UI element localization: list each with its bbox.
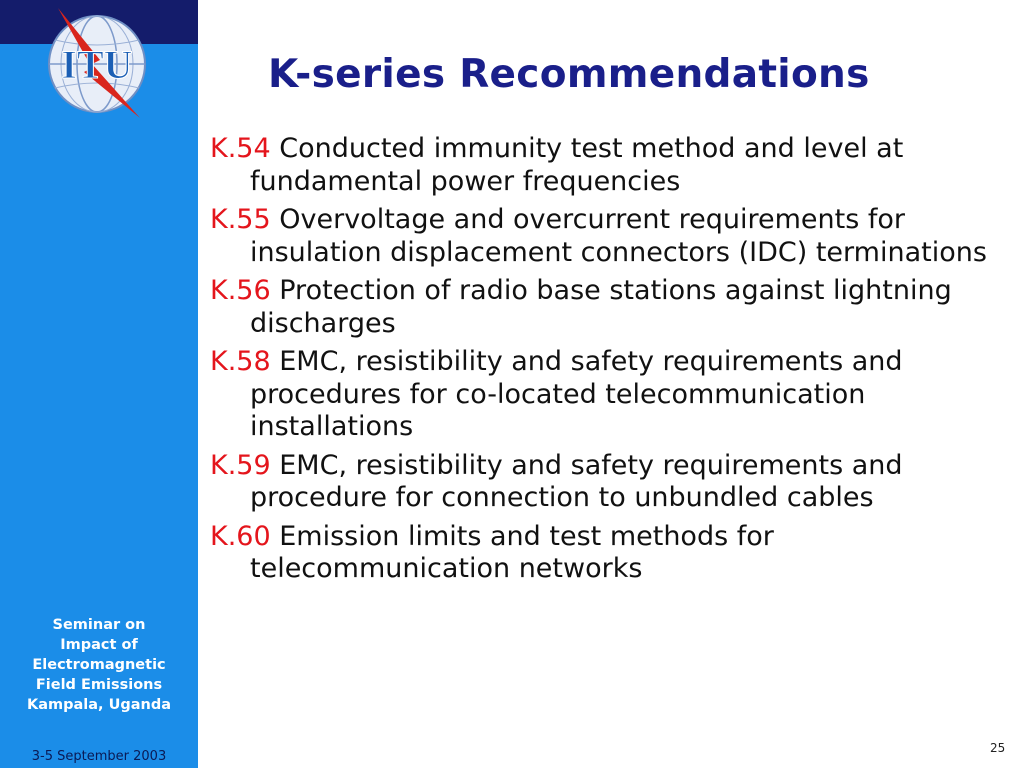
itu-globe-logo-icon [0, 0, 198, 148]
recommendation-code: K.54 [210, 133, 271, 164]
page-number: 25 [990, 741, 1006, 755]
recommendation-code: K.55 [210, 204, 271, 235]
seminar-info [0, 615, 198, 715]
recommendation-text: Conducted immunity test method and level at fundamental power frequencies [250, 133, 904, 197]
logo-text: ITU [61, 42, 133, 87]
seminar-date: 3-5 September 2003 [31, 749, 167, 764]
recommendation-text: EMC, resistibility and safety requirements and procedure for connection to unbundled cables [250, 449, 903, 513]
slide-title: K-series Recommendations [268, 52, 870, 97]
itu-logo [0, 0, 198, 148]
seminar-line: Kampala, Uganda [26, 697, 172, 713]
recommendation-text: Emission limits and test methods for telecommunication networks [250, 520, 774, 584]
list-item [210, 450, 1010, 515]
recommendation-text: EMC, resistibility and safety requirements and procedures for co-located telecommunication installations [250, 346, 903, 442]
recommendation-text: Protection of radio base stations against lightning discharges [250, 275, 952, 339]
recommendation-code: K.59 [210, 449, 271, 481]
list-item [210, 275, 1010, 340]
recommendation-code: K.56 [210, 275, 271, 306]
seminar-line: Electromagnetic [32, 657, 166, 673]
list-item [210, 204, 1010, 269]
list-item [210, 521, 1010, 586]
seminar-line: Impact of [60, 637, 138, 653]
recommendation-code: K.60 [210, 520, 271, 552]
list-item [210, 133, 1010, 198]
recommendation-list [210, 133, 1010, 592]
seminar-line: Field Emissions [35, 677, 163, 693]
list-item [210, 346, 1010, 444]
recommendation-code: K.58 [210, 346, 271, 377]
seminar-line: Seminar on [52, 617, 146, 633]
recommendation-text: Overvoltage and overcurrent requirements for insulation displacement connectors (IDC) terminations [250, 204, 987, 268]
sidebar [0, 0, 198, 768]
